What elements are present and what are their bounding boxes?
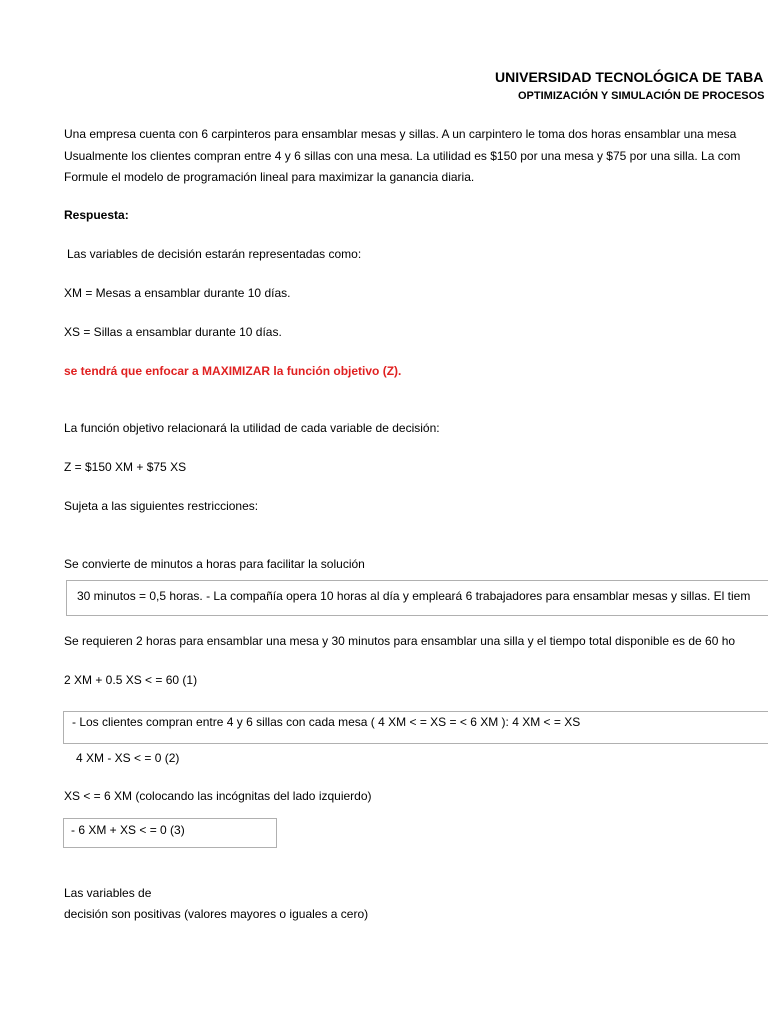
clients-box-text: - Los clientes compran entre 4 y 6 sillas con cada mesa ( 4 XM < = XS = < 6 XM ): 4 XM < = XS <box>72 715 581 729</box>
constraint-1: 2 XM + 0.5 XS < = 60 (1) <box>64 673 198 687</box>
xs-upper-bound: XS < = 6 XM (colocando las incógnitas del lado izquierdo) <box>64 789 372 803</box>
answer-heading: Respuesta: <box>64 208 129 222</box>
constraint-3-box <box>63 818 277 848</box>
maximize-note: se tendrá que enfocar a MAXIMIZAR la función objetivo (Z). <box>64 364 402 378</box>
conversion-note: Se convierte de minutos a horas para facilitar la solución <box>64 557 365 571</box>
course-subtitle: OPTIMIZACIÓN Y SIMULACIÓN DE PROCESOS <box>518 90 765 102</box>
xm-definition: XM = Mesas a ensamblar durante 10 días. <box>64 286 291 300</box>
conversion-box-text: 30 minutos = 0,5 horas. - La compañía opera 10 horas al día y empleará 6 trabajadores para ensamblar mesas y sillas. El tiem <box>77 589 751 603</box>
xs-definition: XS = Sillas a ensamblar durante 10 días. <box>64 325 282 339</box>
problem-line-3: Formule el modelo de programación lineal para maximizar la ganancia diaria. <box>64 170 475 184</box>
hours-note: Se requieren 2 horas para ensamblar una mesa y 30 minutos para ensamblar una silla y el tiempo total disponible es de 60 ho <box>64 634 736 648</box>
nonnegativity-line-2: decisión son positivas (valores mayores o iguales a cero) <box>64 907 369 921</box>
nonnegativity-line-1: Las variables de <box>64 886 152 900</box>
variables-intro: Las variables de decisión estarán representadas como: <box>67 247 362 261</box>
clients-box <box>63 711 768 744</box>
problem-line-2: Usualmente los clientes compran entre 4 y 6 sillas con una mesa. La utilidad es $150 por una mesa y $75 por una silla. La com <box>64 149 741 163</box>
constraint-2: 4 XM - XS < = 0 (2) <box>76 751 180 765</box>
conversion-box <box>66 580 768 616</box>
objective-function: Z = $150 XM + $75 XS <box>64 460 187 474</box>
constraint-3-text: - 6 XM + XS < = 0 (3) <box>71 823 185 837</box>
university-title: UNIVERSIDAD TECNOLÓGICA DE TABA <box>495 69 764 85</box>
problem-line-1: Una empresa cuenta con 6 carpinteros para ensamblar mesas y sillas. A un carpintero le toma dos horas ensamblar una mesa <box>64 127 737 141</box>
constraints-intro: Sujeta a las siguientes restricciones: <box>64 499 259 513</box>
objective-intro: La función objetivo relacionará la utilidad de cada variable de decisión: <box>64 421 440 435</box>
